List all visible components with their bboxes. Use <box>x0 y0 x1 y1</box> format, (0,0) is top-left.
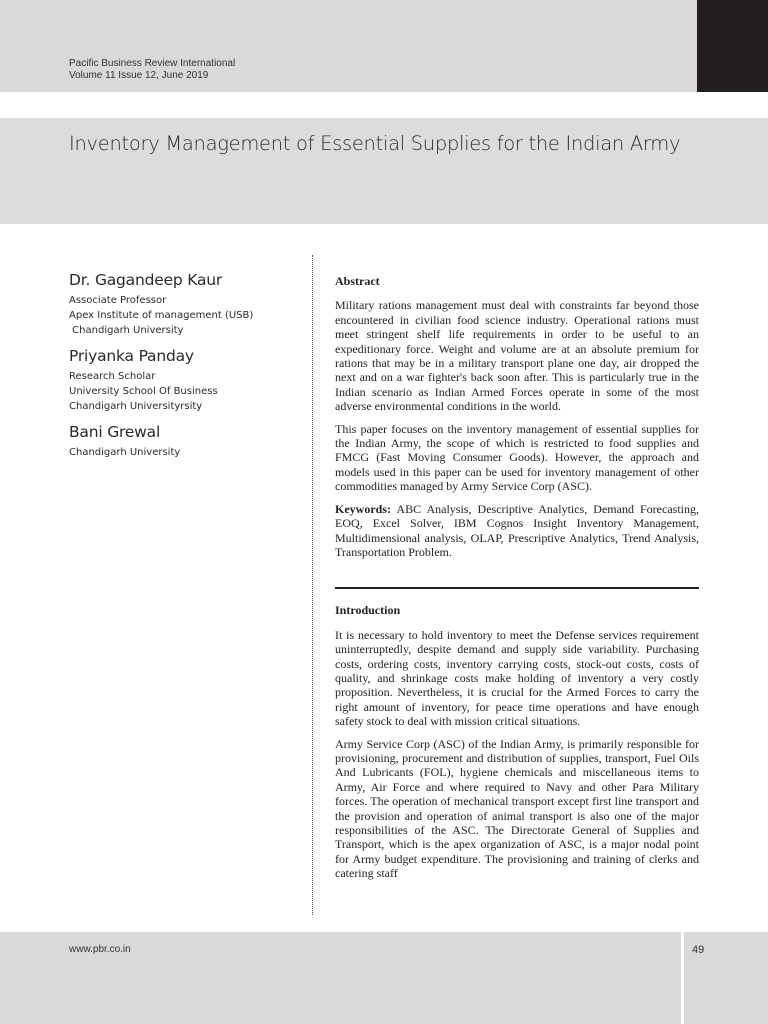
author <box>69 422 299 460</box>
abstract-heading: Abstract <box>335 274 380 288</box>
page-number: 49 <box>692 944 705 956</box>
introduction-paragraph: It is necessary to hold inventory to meet the Defense services requirement uninterruptedly, despite demand and supply side variability. Purchasing costs, ordering costs, inventory carrying costs, stock-out costs, costs of quality, and shrinkage costs make holding of inventory a very costly proposition. Nevertheless, it is crucial for the Armed Forces to carry the right amount of inventory, for peace time operations and have enough safety stock to deal with mission critical situations. <box>335 627 699 729</box>
header-corner-block <box>697 0 768 92</box>
abstract-paragraph: This paper focuses on the inventory management of essential supplies for the Indian Army, the scope of which is restricted to food supplies and FMCG (Fast Moving Consumer Goods). However, the approach and models used in this paper can be used for inventory management of other commodities managed by Army Service Corp (ASC). <box>335 421 699 494</box>
journal-name: Pacific Business Review International <box>69 58 236 69</box>
keywords-text: ABC Analysis, Descriptive Analytics, Demand Forecasting, EOQ, Excel Solver, IBM Cognos Insight Inventory Management, Multidimensional analysis, OLAP, Prescriptive Analytics, Trend Analysis, Transportation Problem. <box>335 501 699 559</box>
introduction-heading: Introduction <box>335 603 401 618</box>
author <box>69 270 299 338</box>
introduction-paragraph: Army Service Corp (ASC) of the Indian Army, is primarily responsible for provisioning, procurement and distribution of supplies, transport, Fuel Oils And Lubricants (FOL), hygiene chemicals and miscellaneous items to Army, Air Force and where required to Navy and other Para Military forces. The operation of mechanical transport except first line transport and the provision and operation of animal transport is also one of the major responsibilities of the ASC. The Directorate General of Supplies and Transport, which is the apex organization of ASC, is a major nodal point for Army budget expenditure. The provisioning and training of clerks and catering staff <box>335 736 699 881</box>
journal-info <box>69 58 235 82</box>
author-affiliation: Research Scholar University School Of Business Chandigarh Universityrsity <box>69 371 218 412</box>
section-rule <box>335 587 699 589</box>
author-name: Bani Grewal <box>69 423 161 441</box>
right-column <box>335 274 699 889</box>
author-list <box>69 270 299 468</box>
footer-url: www.pbr.co.in <box>69 944 131 955</box>
journal-issue: Volume 11 Issue 12, June 2019 <box>69 70 209 81</box>
keywords-label: Keywords: <box>335 501 391 516</box>
author-name: Dr. Gagandeep Kaur <box>69 271 223 289</box>
author-affiliation: Chandigarh University <box>69 447 181 458</box>
paper-title: Inventory Management of Essential Supplies for the Indian Army <box>69 132 681 155</box>
column-divider <box>312 255 313 915</box>
abstract-paragraph: Military rations management must deal with constraints far beyond those encountered in civilian food science industry. Operational rations must meet stringent shelf life requirements in order to be useful to an expeditionary force. Weight and volume are at an absolute premium for rations that may be in a military transport plane one day, air dropped the next and on a war fighter's back soon after. This is particularly true in the Indian scenario as Indian Armed Forces operate in some of the most adverse environmental conditions in the world. <box>335 298 699 414</box>
author-name: Priyanka Panday <box>69 347 194 365</box>
author <box>69 346 299 414</box>
footer-divider <box>681 932 684 1024</box>
author-affiliation: Associate Professor Apex Institute of management (USB) Chandigarh University <box>69 295 254 336</box>
keywords <box>335 502 699 560</box>
